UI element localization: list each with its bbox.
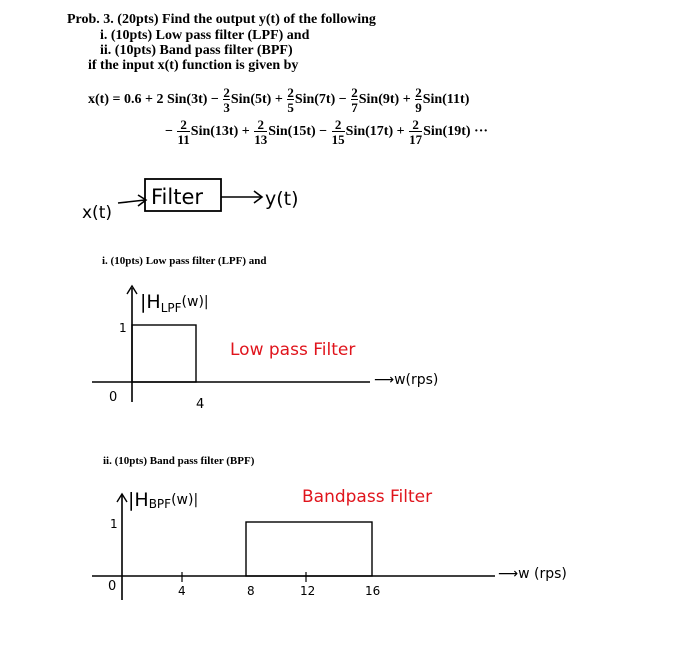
input-label: x(t) bbox=[82, 203, 112, 223]
fraction: $\frac{2}{5}$ bbox=[287, 85, 294, 115]
problem-item-ii: ii. (10pts) Band pass filter (BPF) bbox=[100, 43, 293, 58]
bpf-caption: Bandpass Filter bbox=[302, 487, 433, 507]
lpf-axis-title: $|H_{LPF}^{(w)|}$ bbox=[140, 291, 209, 315]
lpf-heading: i. (10pts) Low pass filter (LPF) and bbox=[102, 255, 267, 267]
fraction: $\frac{2}{11}$ bbox=[177, 117, 190, 147]
output-label: y(t) bbox=[265, 188, 299, 210]
sin-term: Sin(7t) − bbox=[294, 92, 347, 108]
sin-term: Sin(5t) + bbox=[230, 92, 283, 108]
input-arrow bbox=[118, 200, 145, 203]
lpf-x-tick: 4 bbox=[196, 397, 205, 412]
sin-term: Sin(9t) + bbox=[358, 92, 411, 108]
sin-term: Sin(11t) bbox=[422, 92, 470, 108]
bpf-x-axis-label: ⟶w (rps) bbox=[498, 566, 567, 582]
equation-line-1 bbox=[88, 86, 469, 114]
problem-title: Prob. 3. (20pts) Find the output y(t) of the following bbox=[67, 12, 376, 27]
equation-minus: − bbox=[165, 124, 173, 140]
fraction: $\frac{2}{15}$ bbox=[331, 117, 345, 147]
sin-term: Sin(15t) − bbox=[268, 124, 328, 140]
bpf-x-tick-4: 4 bbox=[178, 584, 186, 598]
lpf-y-tick: 1 bbox=[119, 321, 127, 335]
equation-line-2 bbox=[165, 118, 488, 146]
sin-term: Sin(17t) + bbox=[345, 124, 405, 140]
bpf-axis-title: $|HBPF^{(w)|}$ bbox=[128, 489, 199, 511]
fraction: $\frac{2}{9}$ bbox=[415, 85, 422, 115]
lpf-origin: 0 bbox=[109, 390, 118, 405]
fraction: $\frac{2}{17}$ bbox=[409, 117, 423, 147]
problem-item-i: i. (10pts) Low pass filter (LPF) and bbox=[100, 28, 310, 43]
bpf-x-tick-12: 12 bbox=[300, 584, 316, 598]
equation-lhs: x(t) = 0.6 + 2 Sin(3t) − bbox=[88, 92, 219, 108]
filter-label: Filter bbox=[151, 185, 204, 209]
lpf-caption: Low pass Filter bbox=[230, 340, 356, 360]
bpf-origin: 0 bbox=[108, 579, 117, 594]
lpf-plot bbox=[0, 270, 700, 415]
fraction: $\frac{2}{13}$ bbox=[254, 117, 268, 147]
fraction: $\frac{2}{3}$ bbox=[223, 85, 230, 115]
lpf-passband bbox=[132, 325, 196, 382]
problem-condition: if the input x(t) function is given by bbox=[88, 58, 299, 73]
bpf-x-tick-8: 8 bbox=[247, 584, 255, 598]
bpf-plot bbox=[0, 472, 700, 612]
bpf-x-tick-16: 16 bbox=[365, 584, 381, 598]
bpf-passband bbox=[246, 522, 372, 576]
fraction: $\frac{2}{7}$ bbox=[351, 85, 358, 115]
bpf-y-tick: 1 bbox=[110, 517, 118, 531]
bpf-heading: ii. (10pts) Band pass filter (BPF) bbox=[103, 455, 255, 467]
sin-term: Sin(19t) ··· bbox=[423, 124, 489, 140]
block-diagram bbox=[0, 165, 700, 230]
lpf-x-axis-label: ⟶w(rps) bbox=[374, 372, 439, 388]
sin-term: Sin(13t) + bbox=[190, 124, 250, 140]
